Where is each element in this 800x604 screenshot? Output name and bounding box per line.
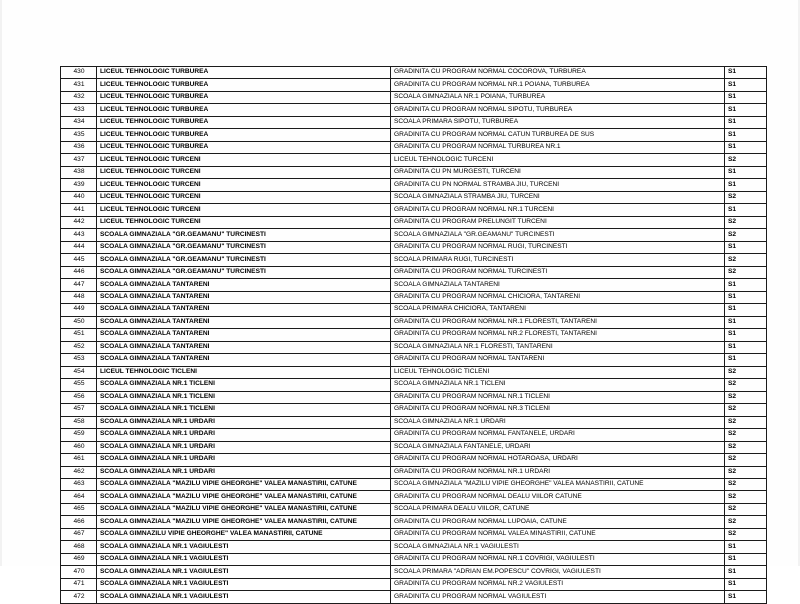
code-cell: S2 bbox=[725, 491, 767, 503]
structure-cell: GRADINITA CU PROGRAM NORMAL HOTAROASA, URDARI bbox=[391, 454, 725, 466]
table-row bbox=[61, 254, 767, 266]
parent-unit-cell: LICEUL TEHNOLOGIC TURBUREA bbox=[97, 79, 391, 91]
row-number-cell: 439 bbox=[61, 179, 97, 191]
row-number-cell: 456 bbox=[61, 391, 97, 403]
row-number-cell: 433 bbox=[61, 104, 97, 116]
structure-cell: SCOALA GIMNAZIALA NR.1 FLORESTI, TANTARENI bbox=[391, 341, 725, 353]
table-row bbox=[61, 316, 767, 328]
table-row bbox=[61, 229, 767, 241]
table-row bbox=[61, 79, 767, 91]
parent-unit-cell: SCOALA GIMNAZIALA NR.1 VAGIULESTI bbox=[97, 566, 391, 578]
row-number-cell: 442 bbox=[61, 216, 97, 228]
structure-cell: GRADINITA CU PROGRAM NORMAL DEALU VIILOR CATUNE bbox=[391, 491, 725, 503]
code-cell: S2 bbox=[725, 391, 767, 403]
structure-cell: GRADINITA CU PROGRAM NORMAL COCOROVA, TURBUREA bbox=[391, 67, 725, 79]
parent-unit-cell: SCOALA GIMNAZIALA NR.1 URDARI bbox=[97, 429, 391, 441]
parent-unit-cell: SCOALA GIMNAZIALA TANTARENI bbox=[97, 316, 391, 328]
row-number-cell: 462 bbox=[61, 466, 97, 478]
code-cell: S1 bbox=[725, 566, 767, 578]
table-row bbox=[61, 241, 767, 253]
parent-unit-cell: SCOALA GIMNAZIALA NR.1 URDARI bbox=[97, 466, 391, 478]
page-edge-left bbox=[0, 0, 2, 566]
parent-unit-cell: SCOALA GIMNAZIALA NR.1 URDARI bbox=[97, 441, 391, 453]
parent-unit-cell: LICEUL TEHNOLOGIC TURCENI bbox=[97, 179, 391, 191]
structure-cell: SCOALA GIMNAZIALA NR.1 POIANA, TURBUREA bbox=[391, 91, 725, 103]
parent-unit-cell: SCOALA GIMNAZIALA "MAZILU VIPIE GHEORGHE" VALEA MANASTIRII, CATUNE bbox=[97, 503, 391, 515]
code-cell: S1 bbox=[725, 329, 767, 341]
table-row bbox=[61, 291, 767, 303]
code-cell: S1 bbox=[725, 141, 767, 153]
code-cell: S1 bbox=[725, 204, 767, 216]
parent-unit-cell: LICEUL TEHNOLOGIC TICLENI bbox=[97, 366, 391, 378]
row-number-cell: 454 bbox=[61, 366, 97, 378]
structure-cell: GRADINITA CU PROGRAM NORMAL SIPOTU, TURBUREA bbox=[391, 104, 725, 116]
code-cell: S1 bbox=[725, 553, 767, 565]
structure-cell: GRADINITA CU PROGRAM NORMAL NR.1 FLORESTI, TANTARENI bbox=[391, 316, 725, 328]
table-row bbox=[61, 478, 767, 490]
code-cell: S2 bbox=[725, 366, 767, 378]
parent-unit-cell: LICEUL TEHNOLOGIC TURBUREA bbox=[97, 67, 391, 79]
structure-cell: SCOALA GIMNAZIALA FANTANELE, URDARI bbox=[391, 441, 725, 453]
table-row bbox=[61, 454, 767, 466]
code-cell: S1 bbox=[725, 91, 767, 103]
code-cell: S1 bbox=[725, 316, 767, 328]
structure-cell: GRADINITA CU PROGRAM NORMAL NR.2 FLORESTI, TANTARENI bbox=[391, 329, 725, 341]
code-cell: S1 bbox=[725, 591, 767, 603]
table-row bbox=[61, 516, 767, 528]
row-number-cell: 464 bbox=[61, 491, 97, 503]
parent-unit-cell: SCOALA GIMNAZIALA NR.1 VAGIULESTI bbox=[97, 591, 391, 603]
structure-cell: GRADINITA CU PROGRAM NORMAL VAGIULESTI bbox=[391, 591, 725, 603]
parent-unit-cell: SCOALA GIMNAZIALA NR.1 TICLENI bbox=[97, 379, 391, 391]
table-row bbox=[61, 391, 767, 403]
table-row bbox=[61, 67, 767, 79]
code-cell: S1 bbox=[725, 354, 767, 366]
table-row bbox=[61, 429, 767, 441]
code-cell: S2 bbox=[725, 379, 767, 391]
parent-unit-cell: SCOALA GIMNAZIALA NR.1 VAGIULESTI bbox=[97, 541, 391, 553]
table-row bbox=[61, 404, 767, 416]
table-row bbox=[61, 566, 767, 578]
table-row bbox=[61, 354, 767, 366]
table-body bbox=[61, 67, 767, 604]
code-cell: S2 bbox=[725, 478, 767, 490]
row-number-cell: 441 bbox=[61, 204, 97, 216]
parent-unit-cell: SCOALA GIMNAZIALA NR.1 VAGIULESTI bbox=[97, 553, 391, 565]
row-number-cell: 467 bbox=[61, 528, 97, 540]
parent-unit-cell: SCOALA GIMNAZIALA NR.1 TICLENI bbox=[97, 404, 391, 416]
school-list-table-container bbox=[60, 66, 742, 604]
code-cell: S1 bbox=[725, 341, 767, 353]
row-number-cell: 470 bbox=[61, 566, 97, 578]
structure-cell: LICEUL TEHNOLOGIC TICLENI bbox=[391, 366, 725, 378]
row-number-cell: 438 bbox=[61, 166, 97, 178]
table-row bbox=[61, 541, 767, 553]
structure-cell: SCOALA PRIMARA CHICIORA, TANTARENI bbox=[391, 304, 725, 316]
code-cell: S1 bbox=[725, 116, 767, 128]
parent-unit-cell: SCOALA GIMNAZIALA "MAZILU VIPIE GHEORGHE" VALEA MANASTIRII, CATUNE bbox=[97, 516, 391, 528]
structure-cell: GRADINITA CU PN MURGESTI, TURCENI bbox=[391, 166, 725, 178]
table-row bbox=[61, 191, 767, 203]
code-cell: S1 bbox=[725, 79, 767, 91]
row-number-cell: 430 bbox=[61, 67, 97, 79]
table-row bbox=[61, 154, 767, 166]
row-number-cell: 452 bbox=[61, 341, 97, 353]
row-number-cell: 453 bbox=[61, 354, 97, 366]
code-cell: S1 bbox=[725, 578, 767, 590]
parent-unit-cell: SCOALA GIMNAZIALA "GR.GEAMANU" TURCINESTI bbox=[97, 229, 391, 241]
row-number-cell: 469 bbox=[61, 553, 97, 565]
parent-unit-cell: SCOALA GIMNAZIALA NR.1 VAGIULESTI bbox=[97, 578, 391, 590]
code-cell: S1 bbox=[725, 67, 767, 79]
row-number-cell: 445 bbox=[61, 254, 97, 266]
structure-cell: SCOALA GIMNAZIALA NR.1 TICLENI bbox=[391, 379, 725, 391]
table-row bbox=[61, 416, 767, 428]
table-row bbox=[61, 329, 767, 341]
structure-cell: SCOALA PRIMARA DEALU VIILOR, CATUNE bbox=[391, 503, 725, 515]
code-cell: S2 bbox=[725, 254, 767, 266]
structure-cell: SCOALA GIMNAZIALA NR.1 URDARI bbox=[391, 416, 725, 428]
structure-cell: GRADINITA CU PROGRAM NORMAL NR.2 VAGIULESTI bbox=[391, 578, 725, 590]
parent-unit-cell: LICEUL TEHNOLOGIC TURCENI bbox=[97, 204, 391, 216]
structure-cell: SCOALA PRIMARA RUGI, TURCINESTI bbox=[391, 254, 725, 266]
code-cell: S2 bbox=[725, 429, 767, 441]
row-number-cell: 455 bbox=[61, 379, 97, 391]
table-row bbox=[61, 578, 767, 590]
row-number-cell: 468 bbox=[61, 541, 97, 553]
structure-cell: GRADINITA CU PROGRAM PRELUNGIT TURCENI bbox=[391, 216, 725, 228]
parent-unit-cell: LICEUL TEHNOLOGIC TURBUREA bbox=[97, 104, 391, 116]
row-number-cell: 444 bbox=[61, 241, 97, 253]
parent-unit-cell: SCOALA GIMNAZIALA "GR.GEAMANU" TURCINESTI bbox=[97, 266, 391, 278]
code-cell: S1 bbox=[725, 291, 767, 303]
structure-cell: GRADINITA CU PROGRAM NORMAL TANTARENI bbox=[391, 354, 725, 366]
table-row bbox=[61, 466, 767, 478]
parent-unit-cell: LICEUL TEHNOLOGIC TURCENI bbox=[97, 191, 391, 203]
structure-cell: SCOALA GIMNAZIALA "MAZILU VIPIE GHEORGHE" VALEA MANASTIRII, CATUNE bbox=[391, 478, 725, 490]
code-cell: S1 bbox=[725, 129, 767, 141]
parent-unit-cell: SCOALA GIMNAZILU VIPIE GHEORGHE" VALEA MANASTIRII, CATUNE bbox=[97, 528, 391, 540]
row-number-cell: 450 bbox=[61, 316, 97, 328]
structure-cell: SCOALA GIMNAZIALA NR.1 VAGIULESTI bbox=[391, 541, 725, 553]
row-number-cell: 463 bbox=[61, 478, 97, 490]
row-number-cell: 471 bbox=[61, 578, 97, 590]
parent-unit-cell: SCOALA GIMNAZIALA TANTARENI bbox=[97, 291, 391, 303]
row-number-cell: 431 bbox=[61, 79, 97, 91]
parent-unit-cell: SCOALA GIMNAZIALA "MAZILU VIPIE GHEORGHE" VALEA MANASTIRII, CATUNE bbox=[97, 491, 391, 503]
structure-cell: SCOALA PRIMARA "ADRIAN EM.POPESCU" COVRIGI, VAGIULESTI bbox=[391, 566, 725, 578]
table-row bbox=[61, 204, 767, 216]
row-number-cell: 434 bbox=[61, 116, 97, 128]
code-cell: S2 bbox=[725, 516, 767, 528]
structure-cell: LICEUL TEHNOLOGIC TURCENI bbox=[391, 154, 725, 166]
parent-unit-cell: LICEUL TEHNOLOGIC TURCENI bbox=[97, 166, 391, 178]
parent-unit-cell: LICEUL TEHNOLOGIC TURBUREA bbox=[97, 116, 391, 128]
structure-cell: GRADINITA CU PROGRAM NORMAL NR.3 TICLENI bbox=[391, 404, 725, 416]
table-row bbox=[61, 179, 767, 191]
code-cell: S1 bbox=[725, 104, 767, 116]
table-row bbox=[61, 104, 767, 116]
code-cell: S2 bbox=[725, 466, 767, 478]
parent-unit-cell: SCOALA GIMNAZIALA TANTARENI bbox=[97, 341, 391, 353]
table-row bbox=[61, 528, 767, 540]
table-row bbox=[61, 129, 767, 141]
row-number-cell: 443 bbox=[61, 229, 97, 241]
parent-unit-cell: LICEUL TEHNOLOGIC TURBUREA bbox=[97, 129, 391, 141]
code-cell: S2 bbox=[725, 441, 767, 453]
row-number-cell: 472 bbox=[61, 591, 97, 603]
table-row bbox=[61, 216, 767, 228]
code-cell: S2 bbox=[725, 154, 767, 166]
parent-unit-cell: LICEUL TEHNOLOGIC TURCENI bbox=[97, 216, 391, 228]
table-row bbox=[61, 141, 767, 153]
table-row bbox=[61, 503, 767, 515]
table-row bbox=[61, 591, 767, 603]
row-number-cell: 465 bbox=[61, 503, 97, 515]
table-row bbox=[61, 304, 767, 316]
table-row bbox=[61, 341, 767, 353]
row-number-cell: 461 bbox=[61, 454, 97, 466]
structure-cell: SCOALA PRIMARA SIPOTU, TURBUREA bbox=[391, 116, 725, 128]
code-cell: S2 bbox=[725, 229, 767, 241]
table-row bbox=[61, 279, 767, 291]
table-row bbox=[61, 366, 767, 378]
structure-cell: GRADINITA CU PROGRAM NORMAL NR.1 POIANA, TURBUREA bbox=[391, 79, 725, 91]
parent-unit-cell: SCOALA GIMNAZIALA TANTARENI bbox=[97, 279, 391, 291]
parent-unit-cell: SCOALA GIMNAZIALA TANTARENI bbox=[97, 354, 391, 366]
code-cell: S1 bbox=[725, 179, 767, 191]
structure-cell: GRADINITA CU PROGRAM NORMAL LUPOAIA, CATUNE bbox=[391, 516, 725, 528]
row-number-cell: 458 bbox=[61, 416, 97, 428]
table-row bbox=[61, 266, 767, 278]
code-cell: S1 bbox=[725, 279, 767, 291]
structure-cell: GRADINITA CU PROGRAM NORMAL NR.1 URDARI bbox=[391, 466, 725, 478]
table-row bbox=[61, 553, 767, 565]
table-row bbox=[61, 379, 767, 391]
structure-cell: GRADINITA CU PROGRAM NORMAL NR.1 COVRIGI, VAGIULESTI bbox=[391, 553, 725, 565]
code-cell: S2 bbox=[725, 503, 767, 515]
parent-unit-cell: LICEUL TEHNOLOGIC TURBUREA bbox=[97, 91, 391, 103]
structure-cell: GRADINITA CU PROGRAM NORMAL TURBUREA NR.1 bbox=[391, 141, 725, 153]
school-list-table bbox=[60, 66, 767, 604]
code-cell: S2 bbox=[725, 404, 767, 416]
parent-unit-cell: SCOALA GIMNAZIALA "GR.GEAMANU" TURCINESTI bbox=[97, 254, 391, 266]
row-number-cell: 440 bbox=[61, 191, 97, 203]
structure-cell: GRADINITA CU PROGRAM NORMAL RUGI, TURCINESTI bbox=[391, 241, 725, 253]
row-number-cell: 466 bbox=[61, 516, 97, 528]
structure-cell: SCOALA GIMNAZIALA STRAMBA JIU, TURCENI bbox=[391, 191, 725, 203]
row-number-cell: 449 bbox=[61, 304, 97, 316]
code-cell: S1 bbox=[725, 166, 767, 178]
row-number-cell: 446 bbox=[61, 266, 97, 278]
code-cell: S1 bbox=[725, 304, 767, 316]
code-cell: S2 bbox=[725, 191, 767, 203]
row-number-cell: 436 bbox=[61, 141, 97, 153]
structure-cell: GRADINITA CU PROGRAM NORMAL NR.1 TURCENI bbox=[391, 204, 725, 216]
table-row bbox=[61, 166, 767, 178]
row-number-cell: 459 bbox=[61, 429, 97, 441]
structure-cell: GRADINITA CU PN NORMAL STRAMBA JIU, TURCENI bbox=[391, 179, 725, 191]
structure-cell: GRADINITA CU PROGRAM NORMAL CHICIORA, TANTARENI bbox=[391, 291, 725, 303]
row-number-cell: 448 bbox=[61, 291, 97, 303]
row-number-cell: 457 bbox=[61, 404, 97, 416]
structure-cell: GRADINITA CU PROGRAM NORMAL FANTANELE, URDARI bbox=[391, 429, 725, 441]
row-number-cell: 451 bbox=[61, 329, 97, 341]
structure-cell: SCOALA GIMNAZIALA TANTARENI bbox=[391, 279, 725, 291]
code-cell: S2 bbox=[725, 416, 767, 428]
row-number-cell: 437 bbox=[61, 154, 97, 166]
parent-unit-cell: SCOALA GIMNAZIALA "GR.GEAMANU" TURCINESTI bbox=[97, 241, 391, 253]
row-number-cell: 435 bbox=[61, 129, 97, 141]
structure-cell: GRADINITA CU PROGRAM NORMAL NR.1 TICLENI bbox=[391, 391, 725, 403]
parent-unit-cell: SCOALA GIMNAZIALA NR.1 TICLENI bbox=[97, 391, 391, 403]
parent-unit-cell: SCOALA GIMNAZIALA TANTARENI bbox=[97, 329, 391, 341]
row-number-cell: 432 bbox=[61, 91, 97, 103]
parent-unit-cell: SCOALA GIMNAZIALA TANTARENI bbox=[97, 304, 391, 316]
parent-unit-cell: SCOALA GIMNAZIALA NR.1 URDARI bbox=[97, 454, 391, 466]
table-row bbox=[61, 116, 767, 128]
parent-unit-cell: SCOALA GIMNAZIALA NR.1 URDARI bbox=[97, 416, 391, 428]
code-cell: S2 bbox=[725, 454, 767, 466]
table-row bbox=[61, 91, 767, 103]
structure-cell: GRADINITA CU PROGRAM NORMAL TURCINESTI bbox=[391, 266, 725, 278]
parent-unit-cell: LICEUL TEHNOLOGIC TURCENI bbox=[97, 154, 391, 166]
parent-unit-cell: LICEUL TEHNOLOGIC TURBUREA bbox=[97, 141, 391, 153]
structure-cell: GRADINITA CU PROGRAM NORMAL VALEA MINASTIRII, CATUNE bbox=[391, 528, 725, 540]
code-cell: S2 bbox=[725, 266, 767, 278]
parent-unit-cell: SCOALA GIMNAZIALA "MAZILU VIPIE GHEORGHE" VALEA MANASTIRII, CATUNE bbox=[97, 478, 391, 490]
structure-cell: SCOALA GIMNAZIALA "GR.GEAMANU" TURCINESTI bbox=[391, 229, 725, 241]
structure-cell: GRADINITA CU PROGRAM NORMAL CATUN TURBUREA DE SUS bbox=[391, 129, 725, 141]
code-cell: S1 bbox=[725, 541, 767, 553]
code-cell: S2 bbox=[725, 528, 767, 540]
table-row bbox=[61, 441, 767, 453]
row-number-cell: 447 bbox=[61, 279, 97, 291]
code-cell: S2 bbox=[725, 216, 767, 228]
table-row bbox=[61, 491, 767, 503]
row-number-cell: 460 bbox=[61, 441, 97, 453]
code-cell: S1 bbox=[725, 241, 767, 253]
